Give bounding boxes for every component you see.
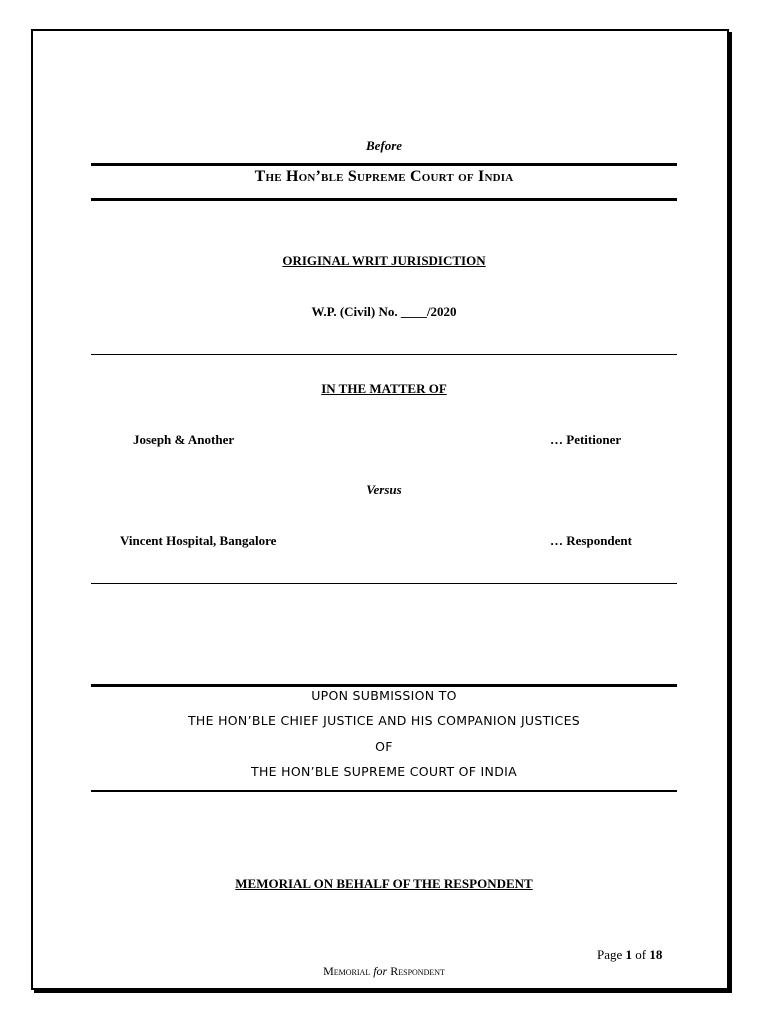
respondent-name: Vincent Hospital, Bangalore [120, 533, 277, 548]
versus-label: Versus [366, 482, 402, 497]
page-total: 18 [649, 947, 663, 962]
petitioner-name: Joseph & Another [133, 432, 235, 447]
submission-rule-bottom [91, 790, 677, 792]
court-title: The Hon’ble Supreme Court of India [254, 168, 514, 185]
submission-line-4: THE HON’BLE SUPREME COURT OF INDIA [251, 764, 517, 779]
page-of: of [635, 947, 647, 962]
respondent-role: … Respondent [550, 533, 632, 548]
petitioner-role: … Petitioner [550, 432, 622, 447]
in-the-matter-of-heading: IN THE MATTER OF [321, 381, 447, 396]
submission-line-2: THE HON’BLE CHIEF JUSTICE AND HIS COMPANION JUSTICES [187, 713, 581, 728]
before-label: Before [365, 138, 403, 153]
submission-line-3: OF [375, 739, 393, 754]
matter-rule-top [91, 354, 677, 355]
submission-line-1: UPON SUBMISSION TO [311, 688, 457, 703]
submission-rule-top [91, 684, 677, 687]
page-number [597, 947, 662, 963]
footer-respondent-word: Respondent [390, 964, 445, 978]
matter-rule-bottom [91, 583, 677, 584]
page-current: 1 [625, 947, 633, 962]
footer-memorial-word: Memorial [323, 964, 371, 978]
memorial-title: MEMORIAL ON BEHALF OF THE RESPONDENT [235, 876, 533, 891]
footer-memorial [91, 964, 677, 979]
footer-for-word: for [373, 964, 388, 978]
jurisdiction-heading: ORIGINAL WRIT JURISDICTION [282, 253, 486, 268]
title-rule-bottom [91, 198, 677, 201]
page-label: Page [597, 947, 623, 962]
title-rule-top [91, 163, 677, 166]
writ-petition-number: W.P. (Civil) No. ____/2020 [311, 304, 457, 319]
